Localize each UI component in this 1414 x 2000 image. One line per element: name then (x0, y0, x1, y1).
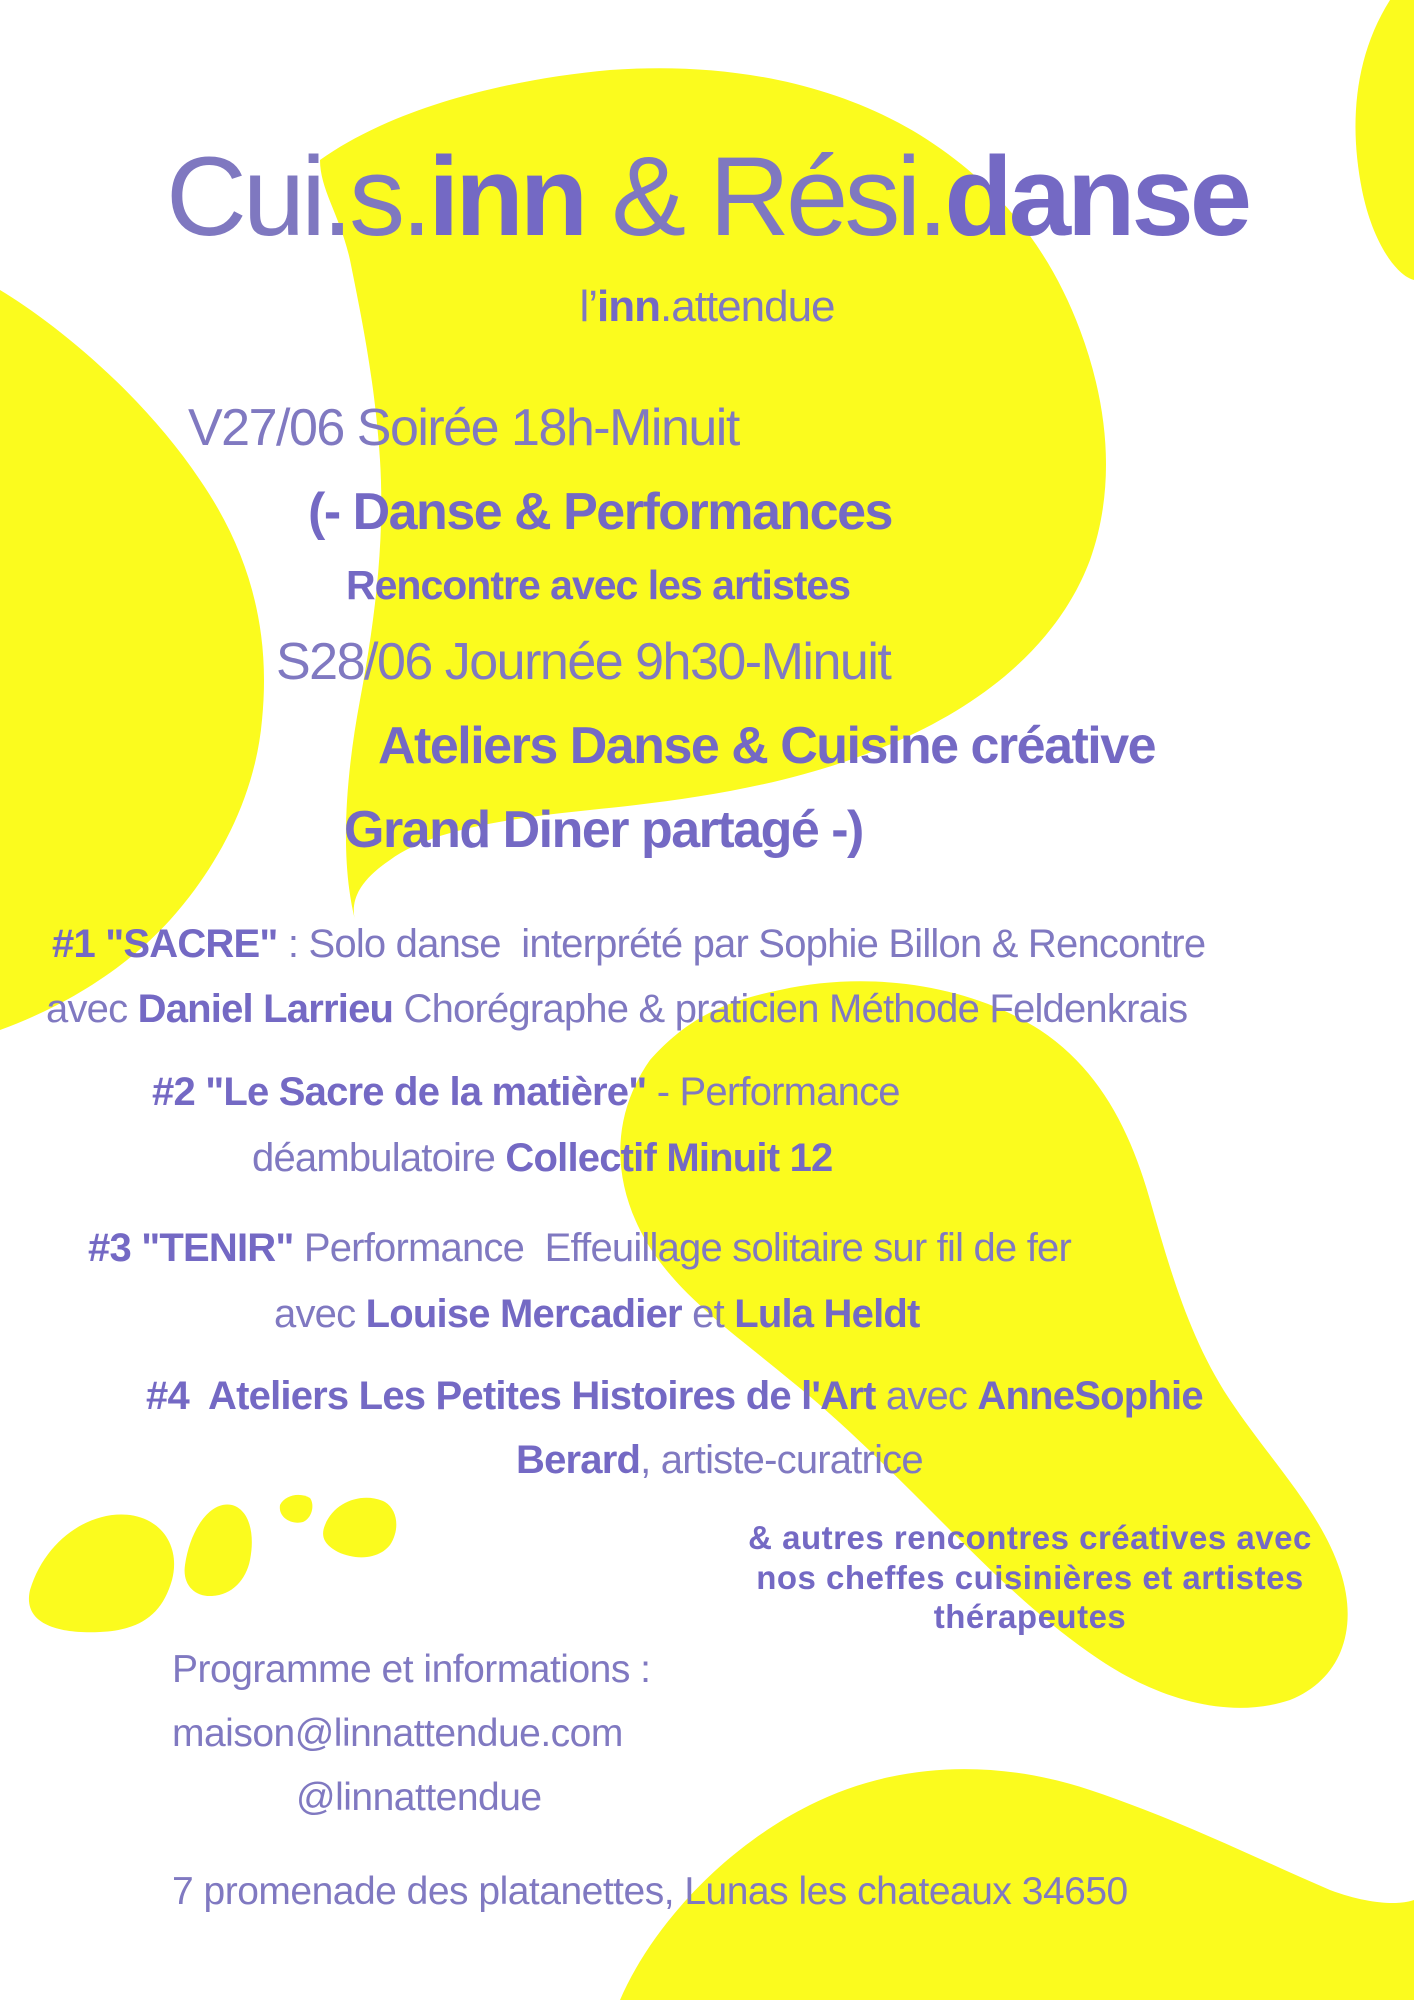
subtitle (0, 282, 1414, 332)
program-item-2-number: #2 "Le Sacre de la matière" (152, 1070, 647, 1114)
program-item-1-artist: Daniel Larrieu (137, 987, 394, 1031)
day1-date: V27/06 Soirée 18h-Minuit (188, 399, 739, 457)
info-label: Programme et informations : (172, 1648, 651, 1691)
title-part2-bold: danse (944, 134, 1249, 259)
day2-activity-1: Ateliers Danse & Cuisine créative (378, 717, 1156, 775)
program-item-1-role: Chorégraphe & praticien Méthode Feldenkrais (393, 987, 1188, 1031)
program-item-4-artist-last: Berard (516, 1438, 641, 1482)
program-item-3-et: et (681, 1292, 735, 1336)
program-item-4-number: #4 Ateliers Les Petites Histoires de l'Art (146, 1374, 876, 1418)
program-item-2-artist: Collectif Minuit 12 (505, 1136, 833, 1180)
blob-small-3 (280, 1495, 313, 1523)
program-item-2-line-2 (252, 1134, 832, 1182)
program-item-2-type: déambulatoire (252, 1136, 506, 1180)
title-part2-light: Rési. (709, 134, 945, 259)
title-ampersand: & (584, 134, 710, 259)
program-item-4-line-2 (516, 1436, 923, 1484)
info-address: 7 promenade des platanettes, Lunas les chateaux 34650 (172, 1870, 1128, 1913)
program-item-1-avec: avec (46, 987, 138, 1031)
program-item-3-number: #3 "TENIR" (88, 1226, 294, 1270)
info-social-handle[interactable]: @linnattendue (296, 1776, 542, 1819)
program-item-3-artist-1: Louise Mercadier (365, 1292, 682, 1336)
program-item-1-desc: : Solo danse interprété par Sophie Billon & Rencontre (277, 922, 1206, 966)
program-item-3-desc: Performance Effeuillage solitaire sur fil de fer (293, 1226, 1071, 1270)
program-item-1-number: #1 "SACRE" (52, 922, 278, 966)
program-item-4-avec: avec (875, 1374, 978, 1418)
blob-small-1 (29, 1514, 174, 1632)
program-item-1-line-2 (46, 985, 1187, 1033)
blob-small-4 (323, 1498, 396, 1558)
program-item-1-line-1 (52, 920, 1205, 968)
program-item-3-line-2 (274, 1290, 920, 1338)
program-item-4-line-1 (146, 1372, 1203, 1420)
day2-date: S28/06 Journée 9h30-Minuit (276, 633, 891, 691)
program-item-4-artist-first: AnneSophie (977, 1374, 1203, 1418)
program-item-3-line-1 (88, 1224, 1071, 1272)
subtitle-bold: inn (597, 282, 661, 331)
program-item-2-desc: - Performance (646, 1070, 900, 1114)
day1-activity-1: (- Danse & Performances (308, 483, 892, 541)
program-item-4-role: , artiste-curatrice (640, 1438, 923, 1482)
info-email-link[interactable]: maison@linnattendue.com (172, 1712, 623, 1755)
day2-activity-2: Grand Diner partagé -) (344, 801, 863, 859)
program-item-3-artist-2: Lula Heldt (734, 1292, 920, 1336)
subtitle-pre: l’ (579, 282, 598, 331)
day1-activity-2: Rencontre avec les artistes (346, 562, 850, 608)
blob-small-2 (185, 1504, 252, 1596)
event-title (0, 135, 1414, 258)
title-part1-bold: inn (428, 134, 585, 259)
program-item-3-avec: avec (274, 1292, 366, 1336)
program-item-2-line-1 (152, 1068, 900, 1116)
title-part1-light: Cui.s. (165, 134, 429, 259)
subtitle-post: .attendue (660, 282, 835, 331)
extra-encounters-note: & autres rencontres créatives avec nos cheffes cuisinières et artistes thérapeutes (748, 1519, 1312, 1636)
